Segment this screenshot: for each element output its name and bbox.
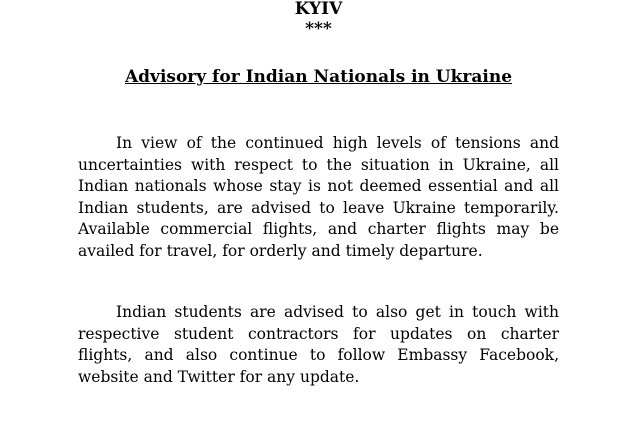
section-separator: *** — [305, 19, 332, 39]
advisory-title: Advisory for Indian Nationals in Ukraine — [124, 67, 513, 87]
location-heading: KYIV — [294, 0, 343, 19]
advisory-paragraph-2: Indian students are advised to also get in touch with respective student contractors for updates on charter flights, and also continue to follow Embassy Facebook, website and Twitter for any update. — [78, 303, 559, 386]
advisory-paragraph-1: In view of the continued high levels of tensions and uncertainties with respect to the situation in Ukraine, all Indian nationals whose stay is not deemed essential and all Indian students, are advised to leave Ukraine temporarily. Available commercial flights, and charter flights may be availed for travel, for orderly and timely departure. — [78, 134, 559, 260]
